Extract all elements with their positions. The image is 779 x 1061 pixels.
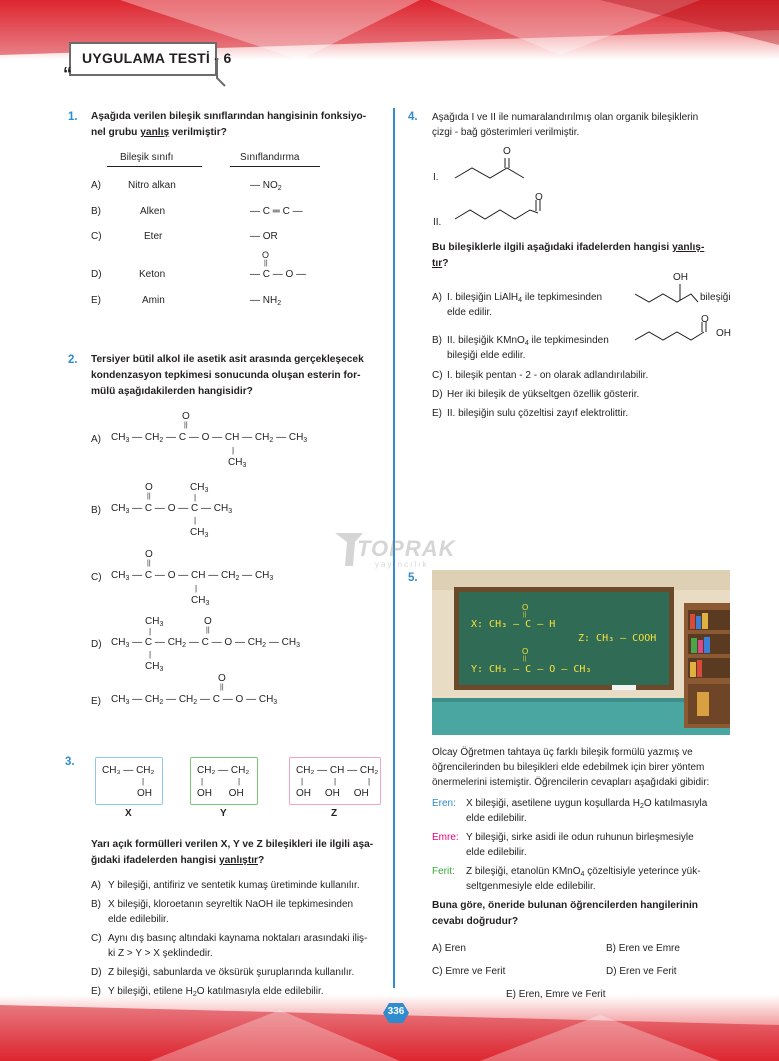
- q4-compound-1-label: I.: [433, 172, 439, 183]
- q2-a-double-bond: ||: [184, 422, 188, 429]
- q1-option-d-class: Keton: [139, 269, 166, 280]
- q2-b-carbonyl: O: [145, 482, 153, 493]
- q1-option-b-letter: B): [91, 206, 101, 217]
- emre-answer-line-1: Y bileşiği, sirke asidi ile odun ruhunun birleşmesiyle: [466, 832, 694, 843]
- q1-col2-rule: [230, 166, 320, 167]
- q4-option-a-tail: bileşiği: [700, 292, 731, 303]
- q5-option-e: E) Eren, Emre ve Ferit: [506, 989, 606, 1000]
- q2-b-top-bond: |: [194, 493, 197, 502]
- q1-option-a-group: — $NO_2$: [250, 180, 282, 192]
- q4-line-2: çizgi - bağ gösterimleri verilmiştir.: [432, 127, 580, 138]
- q1-option-c-letter: C): [91, 231, 102, 242]
- q2-line-1: Tersiyer bütil alkol ile asetik asit arasında gerçekleşecek: [91, 354, 364, 365]
- q2-line-3: mülü aşağıdakilerden hangisidir?: [91, 386, 253, 397]
- q3-option-a: A) Y bileşiği, antifiriz ve sentetik kumaş üretiminde kullanılır.: [91, 880, 360, 891]
- q5-ask-line-1: Buna göre, öneride bulunan öğrencilerden hangilerinin: [432, 900, 699, 911]
- q4-compound-2-label: II.: [433, 217, 442, 228]
- q2-option-b-letter: B): [91, 505, 101, 516]
- q1-option-b-group: — C ═ C —: [250, 206, 303, 217]
- compound-z-bond-1: |: [301, 777, 304, 786]
- q2-b-bottom-bond: |: [194, 516, 197, 525]
- q2-option-c-letter: C): [91, 572, 102, 583]
- compound-z-bottom: OH OH OH: [296, 788, 369, 799]
- q2-option-c-formula: $CH_3$ — C — O — CH — $CH_2$ — $CH_3$: [111, 570, 274, 582]
- compound-x-top: CH₃ — CH₂: [102, 765, 155, 776]
- q5-intro-line-2: öğrencilerinden bu bileşikleri elde edebilmek için birer yöntem: [432, 762, 705, 773]
- q3-option-e: E) Y bileşiği, etilene $H_2O$ katılmasıyla elde edilebilir.: [91, 986, 324, 998]
- q1-option-e-class: Amin: [142, 295, 165, 306]
- board-y-double-bond: ||: [523, 656, 527, 662]
- board-formula-y: Y: CH₃ — C — O — CH₃: [471, 664, 592, 675]
- q2-c-double-bond: ||: [147, 560, 151, 567]
- emre-answer-line-2: elde edilebilir.: [466, 847, 527, 858]
- board-y-oxygen: O: [522, 647, 529, 656]
- eren-answer-line-1: X bileşiği, asetilene uygun koşullarda $H_2O$ katılmasıyla: [466, 798, 708, 810]
- q4-option-b-letter: B): [432, 335, 442, 346]
- question-2-text: [91, 352, 389, 400]
- q3-option-b: B) X bileşiği, kloroetanın seyreltik NaOH ile tepkimesinden: [91, 899, 354, 910]
- q2-a-branch-bond: |: [232, 446, 235, 455]
- q4-option-b-oxygen: O: [701, 314, 709, 325]
- q4-option-e: E) II. bileşiğin sulu çözeltisi zayıf elektrolittir.: [432, 408, 629, 419]
- q5-ask-line-2: cevabı doğrudur?: [432, 916, 519, 927]
- compound-z-bond-2: |: [334, 777, 337, 786]
- q3-option-b-cont: elde edilebilir.: [108, 914, 169, 925]
- q5-option-b: B) Eren ve Emre: [606, 943, 680, 954]
- q2-option-b-formula: $CH_3$ — C — O — C — $CH_3$: [111, 503, 233, 515]
- q3-line-1: Yarı açık formülleri verilen X, Y ve Z bileşikleri ile ilgili aşa-: [91, 839, 374, 850]
- question-3-number: 3.: [65, 756, 75, 768]
- q2-c-carbonyl: O: [145, 549, 153, 560]
- q1-keto-oxygen: O: [262, 250, 270, 260]
- q4-option-a-text: I. bileşiğin LiAlH$_4$ ile tepkimesinden: [447, 292, 603, 304]
- watermark-sub: yayıncılık: [375, 560, 429, 569]
- q4-option-a-line2: elde edilir.: [447, 307, 493, 318]
- test-title: UYGULAMA TESTİ - 6: [82, 50, 232, 66]
- q2-option-e-formula: $CH_3$ — $CH_2$ — $CH_2$ — C — O — $CH_3$: [111, 694, 278, 706]
- q4-option-a-oh: OH: [673, 272, 688, 283]
- question-5-number: 5.: [408, 572, 418, 584]
- q2-d-top-bond: |: [149, 627, 152, 636]
- question-4-text: [432, 110, 742, 140]
- title-pointer: [215, 58, 227, 98]
- q3-option-c: C) Aynı dış basınç altındaki kaynama noktaları arasındaki iliş-: [91, 933, 368, 944]
- q1-option-e-letter: E): [91, 295, 101, 306]
- classroom-illustration: [432, 570, 730, 735]
- board-x-oxygen: O: [522, 603, 529, 612]
- q4-option-b-line2: bileşiği elde edilir.: [447, 350, 526, 361]
- q2-c-branch-bond: |: [195, 584, 198, 593]
- q3-options: [91, 878, 391, 999]
- quote-icon: “: [63, 64, 72, 84]
- board-formula-x: X: CH₃ — C — H: [471, 619, 556, 630]
- q5-intro-line-1: Olcay Öğretmen tahtaya üç farklı bileşik formülü yazmış ve: [432, 747, 693, 758]
- q2-e-double-bond: ||: [220, 684, 224, 691]
- compound-z-top: CH₂ — CH — CH₂: [296, 765, 379, 776]
- q1-option-c-group: — OR: [250, 231, 278, 242]
- q1-line-1: Aşağıda verilen bileşik sınıflarından hangisinin fonksiyo-: [91, 111, 367, 122]
- q5-option-c: C) Emre ve Ferit: [432, 966, 506, 977]
- q2-d-top-methyl: $CH_3$: [145, 616, 164, 628]
- question-2-number: 2.: [68, 354, 78, 366]
- q2-b-double-bond: ||: [147, 493, 151, 500]
- q4-ask-line-2: tır?: [432, 258, 449, 269]
- q5-option-a: A) Eren: [432, 943, 466, 954]
- q3-line-2: ğıdaki ifadelerden hangisi yanlıştır?: [91, 855, 265, 866]
- q4-compound-1-skeleton: [450, 150, 540, 190]
- q4-compound-2-oxygen: O: [535, 192, 543, 203]
- q2-option-a-formula: $CH_3$ — $CH_2$ — C — O — CH — $CH_2$ — $CH_3$: [111, 432, 308, 444]
- q1-option-e-group: — $NH_2$: [250, 295, 282, 307]
- page-number: 336: [387, 1006, 405, 1017]
- q5-ask: [432, 898, 737, 930]
- compound-y-top: CH₂ — CH₂: [197, 765, 250, 776]
- q2-d-carbonyl: O: [204, 616, 212, 627]
- ferit-answer-line-1: Z bileşiği, etanolün KMnO$_4$ çözeltisiyle yeterince yük-: [466, 866, 701, 878]
- q4-line-1: Aşağıda I ve II ile numaralandırılmış olan organik bileşiklerin: [432, 112, 699, 123]
- q2-option-d-formula: $CH_3$ — C — $CH_2$ — C — O — $CH_2$ — $CH_3$: [111, 637, 300, 649]
- q4-option-c: C) I. bileşik pentan - 2 - on olarak adlandırılabilir.: [432, 370, 649, 381]
- q2-d-bottom-bond: |: [149, 650, 152, 659]
- q2-a-carbonyl: O: [182, 411, 190, 422]
- compound-y-label: Y: [220, 808, 227, 819]
- q2-option-e-letter: E): [91, 696, 101, 707]
- q1-col-header-group: Sınıflandırma: [240, 152, 300, 163]
- q1-option-a-class: Nitro alkan: [128, 180, 176, 191]
- q1-option-b-class: Alken: [140, 206, 166, 217]
- q5-intro: [432, 745, 737, 790]
- question-4-ask: [432, 240, 737, 272]
- q1-col1-rule: [107, 166, 202, 167]
- q3-option-d: D) Z bileşiği, sabunlarda ve öksürük şuruplarında kullanılır.: [91, 967, 355, 978]
- q1-keto-double-bond: ||: [264, 260, 268, 267]
- q1-option-d-letter: D): [91, 269, 102, 280]
- q2-b-bottom-methyl: $CH_3$: [190, 527, 209, 539]
- question-3-text: [91, 837, 389, 869]
- q2-option-d-letter: D): [91, 639, 102, 650]
- compound-y-bond-1: |: [201, 777, 204, 786]
- q1-col-header-class: Bileşik sınıfı: [120, 152, 174, 163]
- q4-ask-line-1: Bu bileşiklerle ilgili aşağıdaki ifadelerden hangisi yanlış-: [432, 242, 705, 253]
- student-ferit: Ferit:: [432, 866, 455, 877]
- question-1-text: [91, 109, 386, 141]
- q2-option-a-letter: A): [91, 434, 101, 445]
- q2-a-branch: $CH_3$: [228, 457, 247, 469]
- q2-c-branch: $CH_3$: [191, 595, 210, 607]
- question-1-number: 1.: [68, 111, 78, 123]
- q3-option-c-cont: ki Z > Y > X şeklindedir.: [108, 948, 213, 959]
- q4-option-a-skeleton: [632, 282, 702, 307]
- student-emre: Emre:: [432, 832, 459, 843]
- compound-y-bond-2: |: [238, 777, 241, 786]
- q2-b-top-methyl: $CH_3$: [190, 482, 209, 494]
- question-4-number: 4.: [408, 111, 418, 123]
- student-eren: Eren:: [432, 798, 456, 809]
- compound-x-bottom: OH: [137, 788, 152, 799]
- eren-answer-line-2: elde edilebilir.: [466, 813, 527, 824]
- q1-option-d-group: — C — O —: [250, 269, 307, 280]
- q4-option-a-letter: A): [432, 292, 442, 303]
- q4-option-b-text: II. bileşiğik KMnO$_4$ ile tepkimesinden: [447, 335, 609, 347]
- q2-line-2: kondenzasyon tepkimesi sonucunda oluşan esterin for-: [91, 370, 361, 381]
- compound-x-label: X: [125, 808, 132, 819]
- watermark-brand: TOPRAK: [357, 536, 456, 561]
- compound-y-bottom: OH OH: [197, 788, 244, 799]
- q1-option-c-class: Eter: [144, 231, 163, 242]
- q2-d-bottom-methyl: $CH_3$: [145, 661, 164, 673]
- q4-option-d: D) Her iki bileşik de yükseltgen özellik gösterir.: [432, 389, 640, 400]
- q4-option-b-oh: OH: [716, 328, 731, 339]
- q1-line-2: nel grubu yanlış verilmiştir?: [91, 127, 227, 138]
- q4-compound-1-oxygen: O: [503, 146, 511, 157]
- q5-option-d: D) Eren ve Ferit: [606, 966, 677, 977]
- q2-e-carbonyl: O: [218, 673, 226, 684]
- compound-z-label: Z: [331, 808, 338, 819]
- q5-intro-line-3: önermelerini istemiştir. Öğrencilerin cevapları aşağıdaki gibidir:: [432, 777, 710, 788]
- board-formula-z: Z: CH₃ — COOH: [578, 633, 657, 644]
- ferit-answer-line-2: seltgenmesiyle elde edilebilir.: [466, 881, 596, 892]
- board-x-double-bond: ||: [523, 612, 527, 618]
- q2-d-double-bond: ||: [206, 627, 210, 634]
- compound-x-bond: |: [142, 777, 145, 786]
- q1-option-a-letter: A): [91, 180, 101, 191]
- compound-z-bond-3: |: [368, 777, 371, 786]
